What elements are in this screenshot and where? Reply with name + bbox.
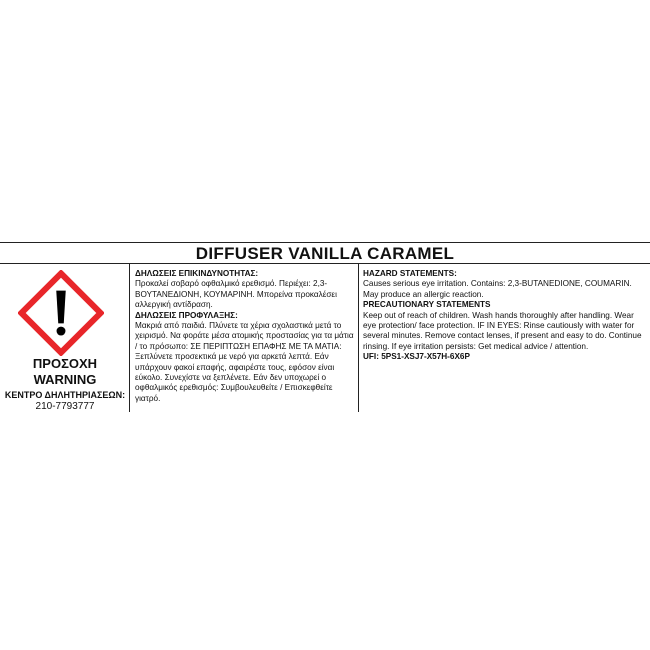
poison-center-phone: 210-7793777 (35, 401, 95, 412)
english-statements (363, 269, 643, 363)
product-title: DIFFUSER VANILLA CARAMEL (195, 244, 455, 263)
greek-hazard-heading: ΔΗΛΩΣΕΙΣ ΕΠΙΚΙΝΔΥΝΟΤΗΤΑΣ: (135, 269, 259, 278)
product-label (0, 242, 650, 412)
poison-center-label: ΚΕΝΤΡΟ ΔΗΛΗΤΗΡΙΑΣΕΩΝ: (4, 390, 126, 400)
greek-statements (135, 269, 355, 404)
greek-precaution-heading: ΔΗΛΩΣΕΙΣ ΠΡΟΦΥΛΑΞΗΣ: (135, 310, 238, 320)
title-bar (0, 242, 650, 264)
greek-hazard-text: Προκαλεί σοβαρό οφθαλμικό ερεθισμό. Περιέχει: 2,3-ΒΟΥΤΑΝΕΔΙΟΝΗ, ΚΟΥΜΑΡΙΝΗ. Μπορείνα προκαλέσει αλλεργική αντίδραση. (135, 279, 337, 310)
column-divider-right (358, 264, 359, 412)
signal-word-english: WARNING (33, 372, 97, 387)
english-precaution-heading: PRECAUTIONARY STATEMENTS (363, 300, 491, 310)
ufi-code: UFI: 5PS1-XSJ7-X57H-6X6P (363, 352, 470, 362)
english-hazard-heading: HAZARD STATEMENTS: (363, 269, 457, 278)
greek-precaution-text: Μακριά από παιδιά. Πλύνετε τα χέρια σχολαστικά μετά το χειρισμό. Να φοράτε μέσα ατομικής προστασίας για τα μάτια / το πρόσωπο: ΣΕ ΠΕΡΙΠΤΩΣΗ ΕΠΑΦΗΣ ΜΕ ΤΑ ΜΑΤΙΑ: Ξεπλύνετε προσεκτικά με νερό για αρκετά λεπτά. Εάν υπάρχουν φακοί επαφής, αφαιρέστε τους, εφόσον είναι εύκολο. Συνεχίστε να ξεπλένετε. Εάν δεν υποχωρεί ο οφθαλμικός ερεθισμός: Συμβουλευθείτε / Επισκεφθείτε γιατρό. (135, 321, 354, 403)
exclamation-mark-icon (18, 270, 104, 356)
english-precaution-text: Keep out of reach of children. Wash hands thoroughly after handling. Wear eye protection/ face protection. IF IN EYES: Rinse cautiously with water for several minutes. Remove contact lenses, if present and easy to do. Continue rinsing. If eye irritation persists: Get medical advice / attention. (363, 310, 642, 351)
english-hazard-text: Causes serious eye irritation. Contains: 2,3-BUTANEDIONE, COUMARIN. May produce an allergic reaction. (363, 279, 632, 299)
signal-word-greek: ΠΡΟΣΟΧΗ (32, 356, 98, 371)
